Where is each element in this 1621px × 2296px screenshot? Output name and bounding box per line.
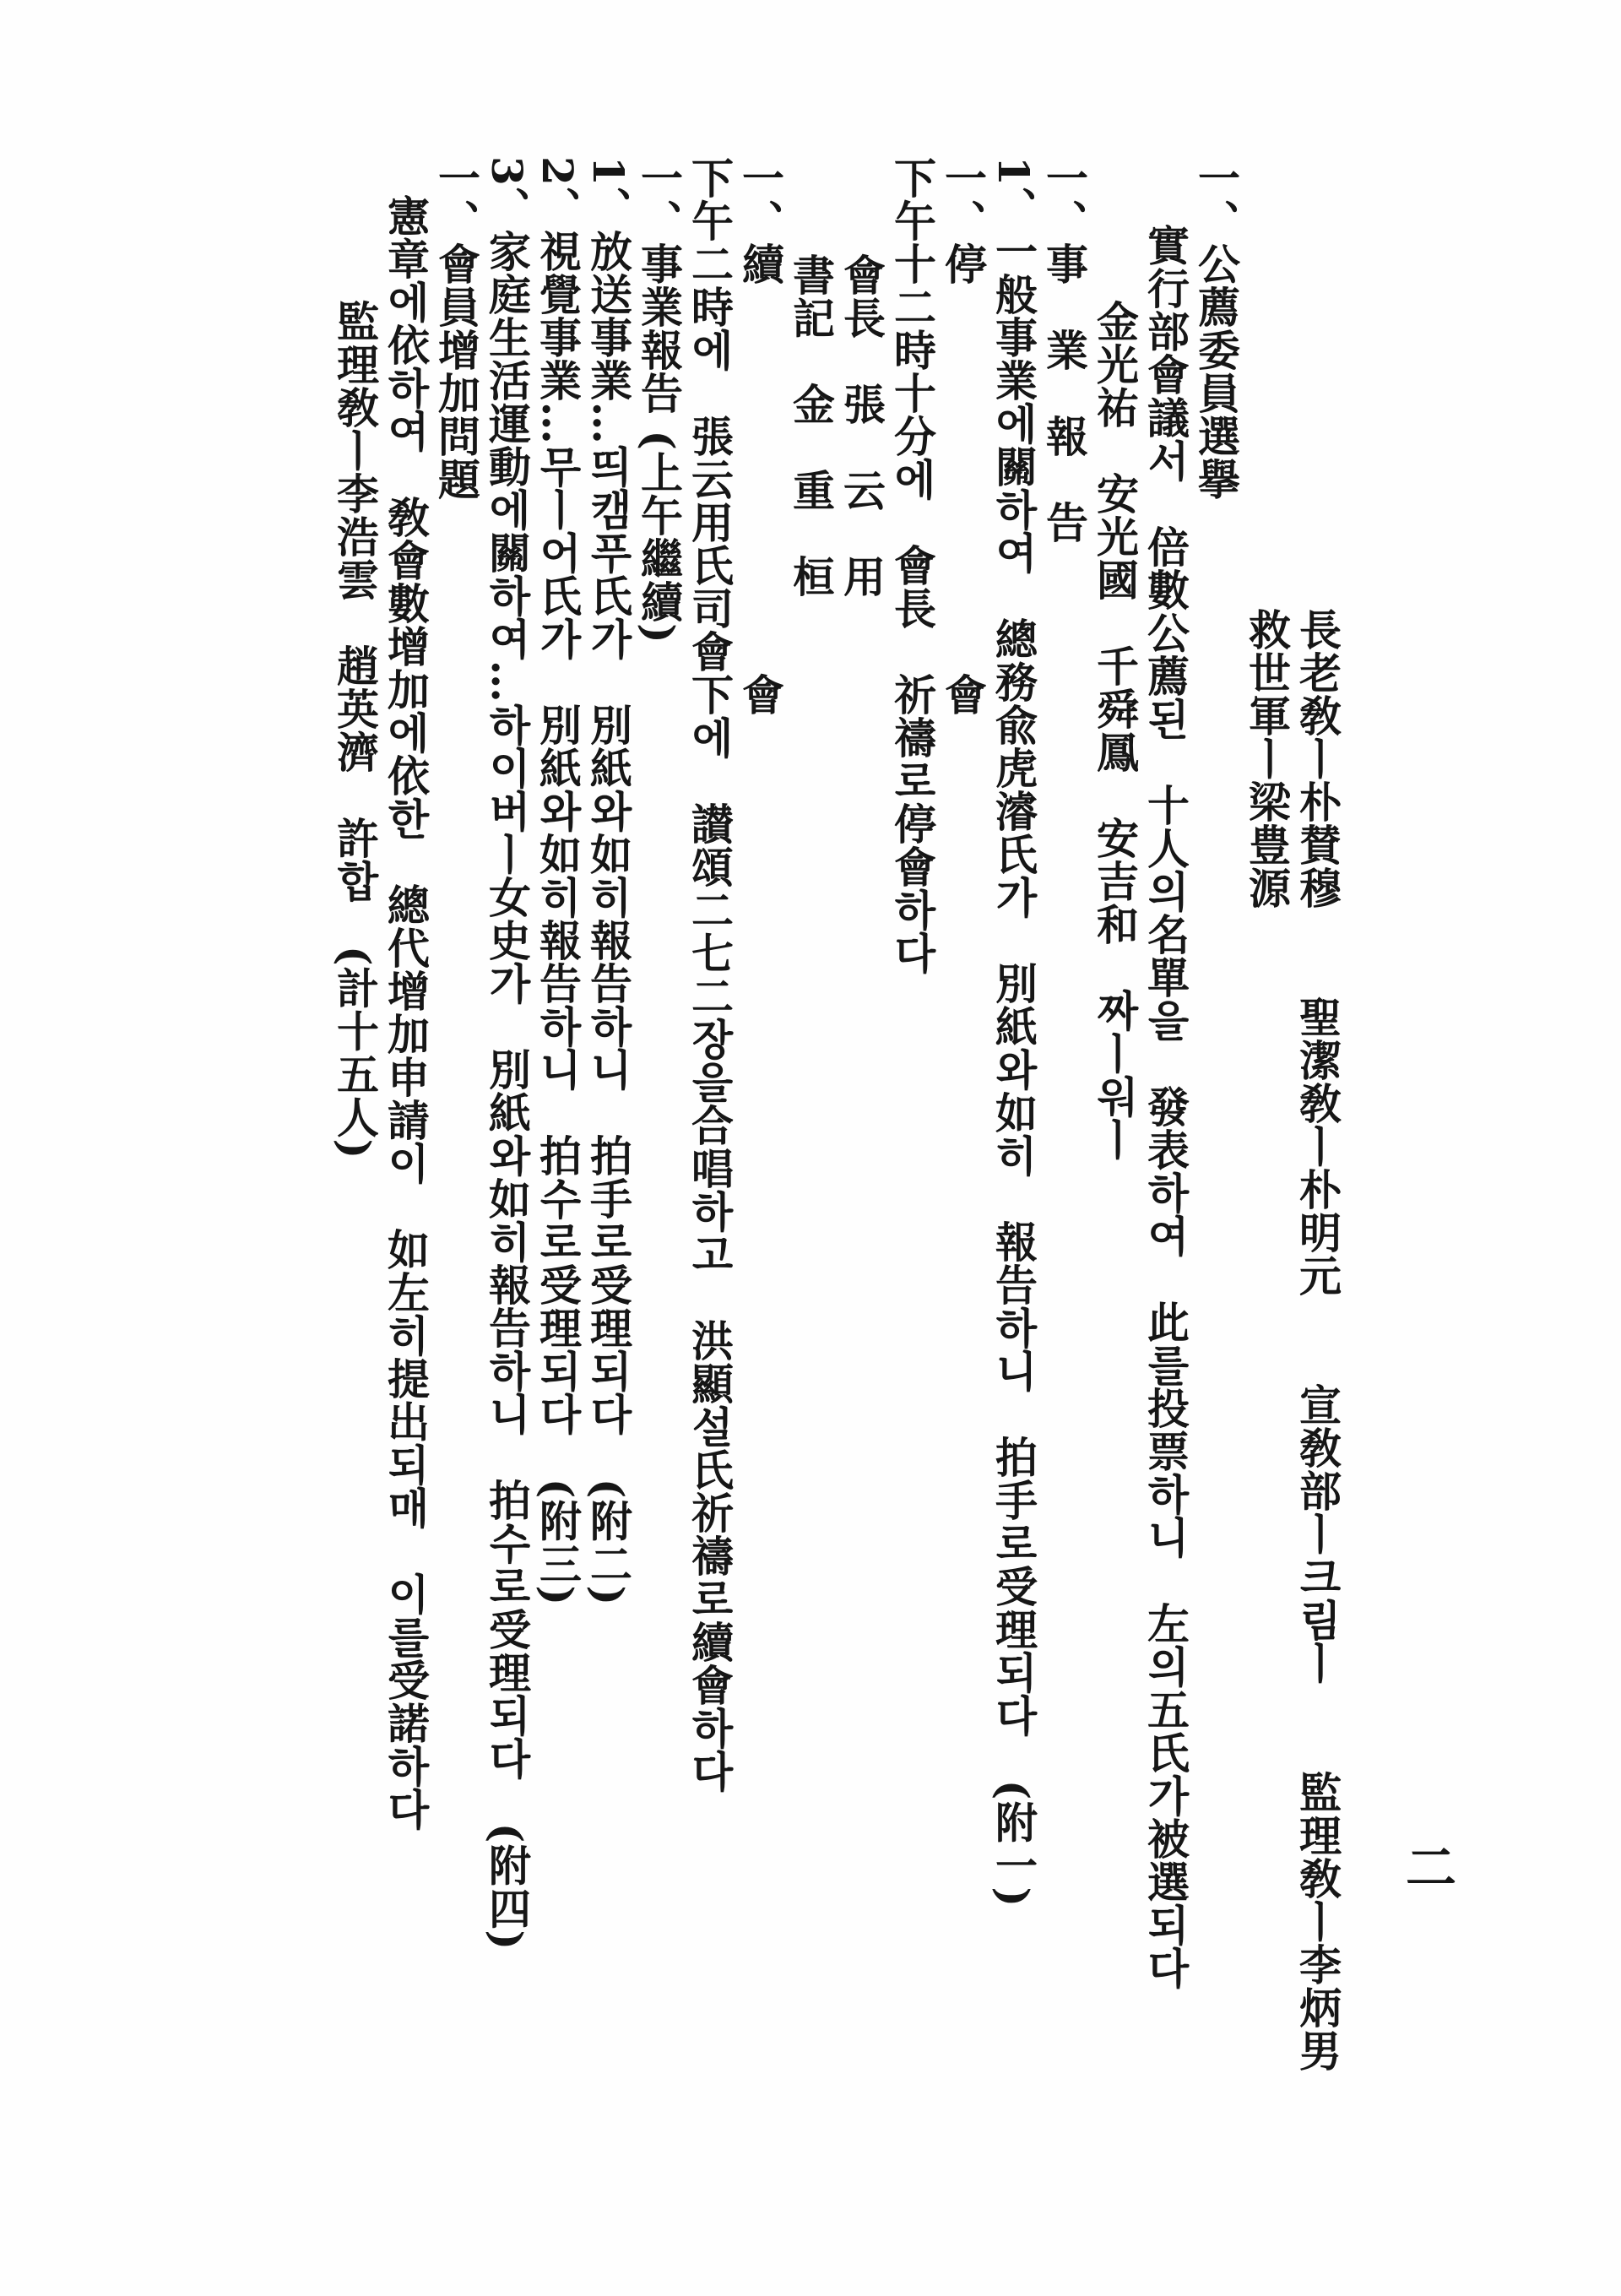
text-line: 下午二時에 張云用氏司會下에 讃頌二七二장을合唱하고 洪顯설氏祈禱로續會하다: [685, 156, 735, 1793]
text-line: 救世軍ㅣ梁豊源: [1242, 608, 1292, 909]
signature-line: 書記 金 重 桓: [786, 253, 836, 598]
section-heading: 一、停 會: [938, 156, 988, 716]
text-line: 1、放送事業…띄캠푸氏가 別紙와如히報告하니 拍手로受理되다 (附二): [583, 156, 633, 1607]
section-heading: 一、會員增加問題: [431, 156, 481, 501]
text-line: 監理敎ㅣ李浩雲 趙英濟 許합 (計十五人): [330, 300, 380, 1160]
text-line: 2、視覺事業…무ㅣ어氏가 別紙와如히報告하니 拍수로受理되다 (附三): [533, 156, 583, 1607]
signature-line: 會長 張 云 用: [837, 253, 886, 598]
text-line: 實行部會議서 倍數公薦된 十人의名單을 發表하여 此를投票하니 左의五氏가被選되다: [1141, 224, 1190, 1989]
text-line: 3、家庭生活運動에關하여…하이버ㅣ女史가 別紙와如히報告하니 拍수로受理되다 (附四): [482, 156, 532, 1951]
text-line: 長老敎ㅣ朴賛穆 聖潔敎ㅣ朴明元 宣敎部ㅣ크림ㅣ 監理敎ㅣ李炳男: [1293, 608, 1342, 2072]
section-heading: 一、事業報告 (上午繼續): [634, 156, 684, 644]
section-heading: 一、事 業 報 告: [1039, 156, 1089, 544]
text-line: 金光祐 安光國 千舜鳳 安吉和 짜ㅣ워ㅣ: [1090, 300, 1140, 1161]
page-number: 二: [1397, 1841, 1456, 1892]
section-heading: 一、公薦委員選擧: [1191, 156, 1241, 501]
text-line: 1、一般事業에關하여 總務兪虎濬氏가 別紙와如히 報告하니 拍手로受理되다 (附一): [989, 156, 1038, 1908]
text-line: 憲章에依하여 敎會數增加에依한 總代增加申請이 如左히提出되매 이를受諾하다: [381, 194, 431, 1831]
text-line: 下午十二時十分에 會長 祈禱로停會하다: [887, 156, 937, 974]
section-heading: 一、續 會: [735, 156, 785, 716]
